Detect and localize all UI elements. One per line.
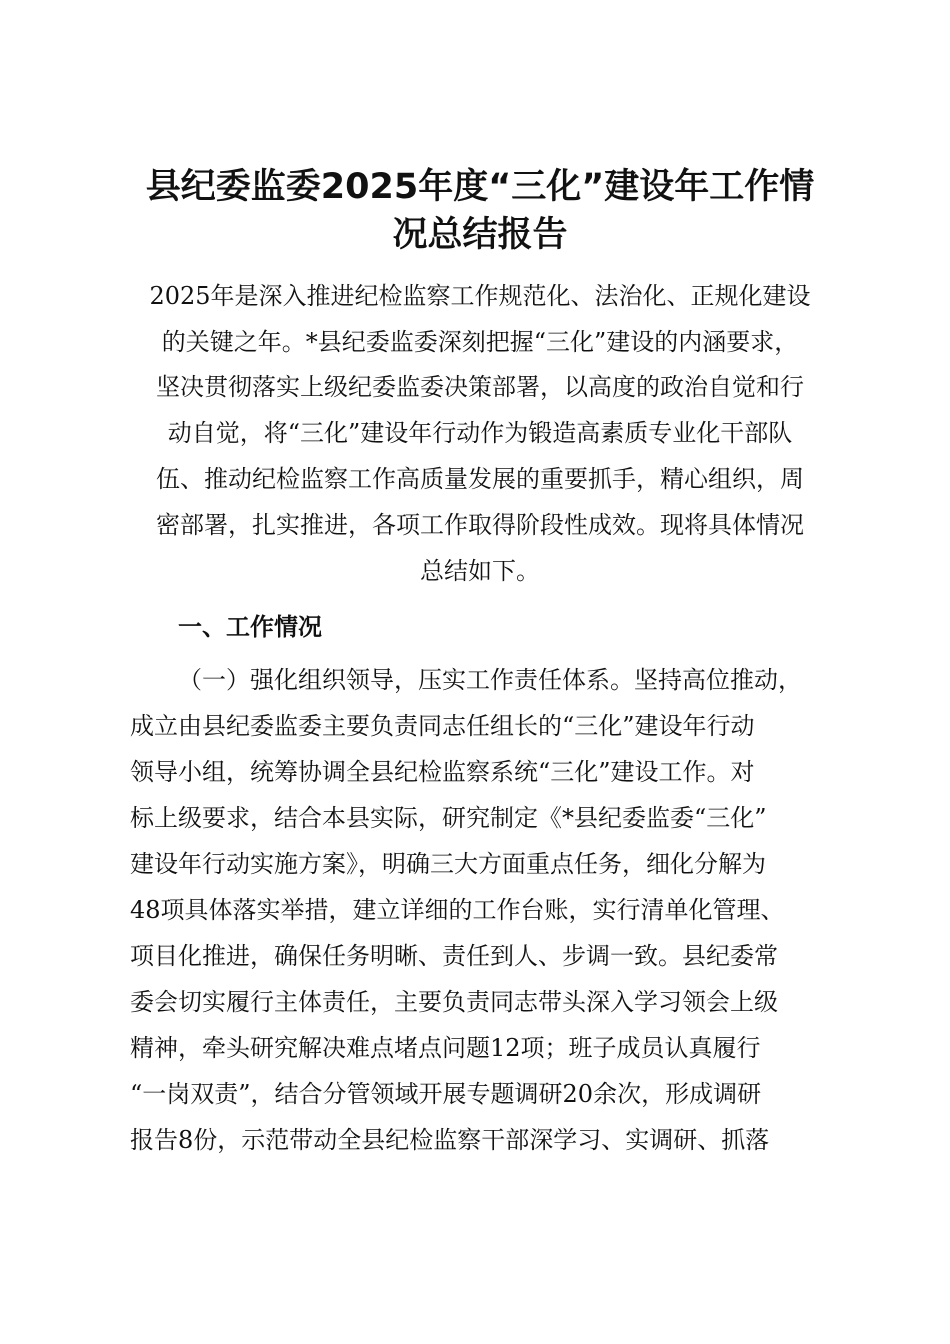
intro-line: 伍、推动纪检监察工作高质量发展的重要抓手，精心组织，周 <box>156 465 804 493</box>
intro-line: 动自觉，将“三化”建设年行动作为锻造高素质专业化干部队 <box>167 419 793 447</box>
intro-line: 密部署，扎实推进，各项工作取得阶段性成效。现将具体情况 <box>156 511 804 539</box>
paragraph-line: （一）强化组织领导，压实工作责任体系。坚持高位推动， <box>178 666 802 694</box>
section-heading: 一、工作情况 <box>178 613 322 641</box>
paragraph-line: 报告8份，示范带动全县纪检监察干部深学习、实调研、抓落 <box>130 1126 770 1154</box>
paragraph-line: 委会切实履行主体责任，主要负责同志带头深入学习领会上级 <box>130 988 778 1016</box>
paragraph-line: 建设年行动实施方案》，明确三大方面重点任务，细化分解为 <box>130 850 766 878</box>
intro-line: 坚决贯彻落实上级纪委监委决策部署，以高度的政治自觉和行 <box>156 373 804 401</box>
paragraph-line: 精神，牵头研究解决难点堵点问题12项；班子成员认真履行 <box>130 1034 761 1062</box>
document-title-line-2: 况总结报告 <box>392 215 568 255</box>
paragraph-line: 标上级要求，结合本县实际，研究制定《*县纪委监委“三化” <box>130 804 767 832</box>
intro-line: 的关键之年。*县纪委监委深刻把握“三化”建设的内涵要求， <box>161 328 799 356</box>
paragraph-line: 成立由县纪委监委主要负责同志任组长的“三化”建设年行动 <box>130 712 755 740</box>
intro-line: 总结如下。 <box>420 557 540 585</box>
paragraph-line: 项目化推进，确保任务明晰、责任到人、步调一致。县纪委常 <box>130 942 778 970</box>
paragraph-line: 48项具体落实举措，建立详细的工作台账，实行清单化管理、 <box>130 896 785 924</box>
intro-line: 2025年是深入推进纪检监察工作规范化、法治化、正规化建设 <box>149 282 811 310</box>
paragraph-line: “一岗双责”，结合分管领域开展专题调研20余次，形成调研 <box>130 1080 762 1108</box>
paragraph-line: 领导小组，统筹协调全县纪检监察系统“三化”建设工作。对 <box>130 758 755 786</box>
document-title-line-1: 县纪委监委2025年度“三化”建设年工作情 <box>145 167 815 207</box>
